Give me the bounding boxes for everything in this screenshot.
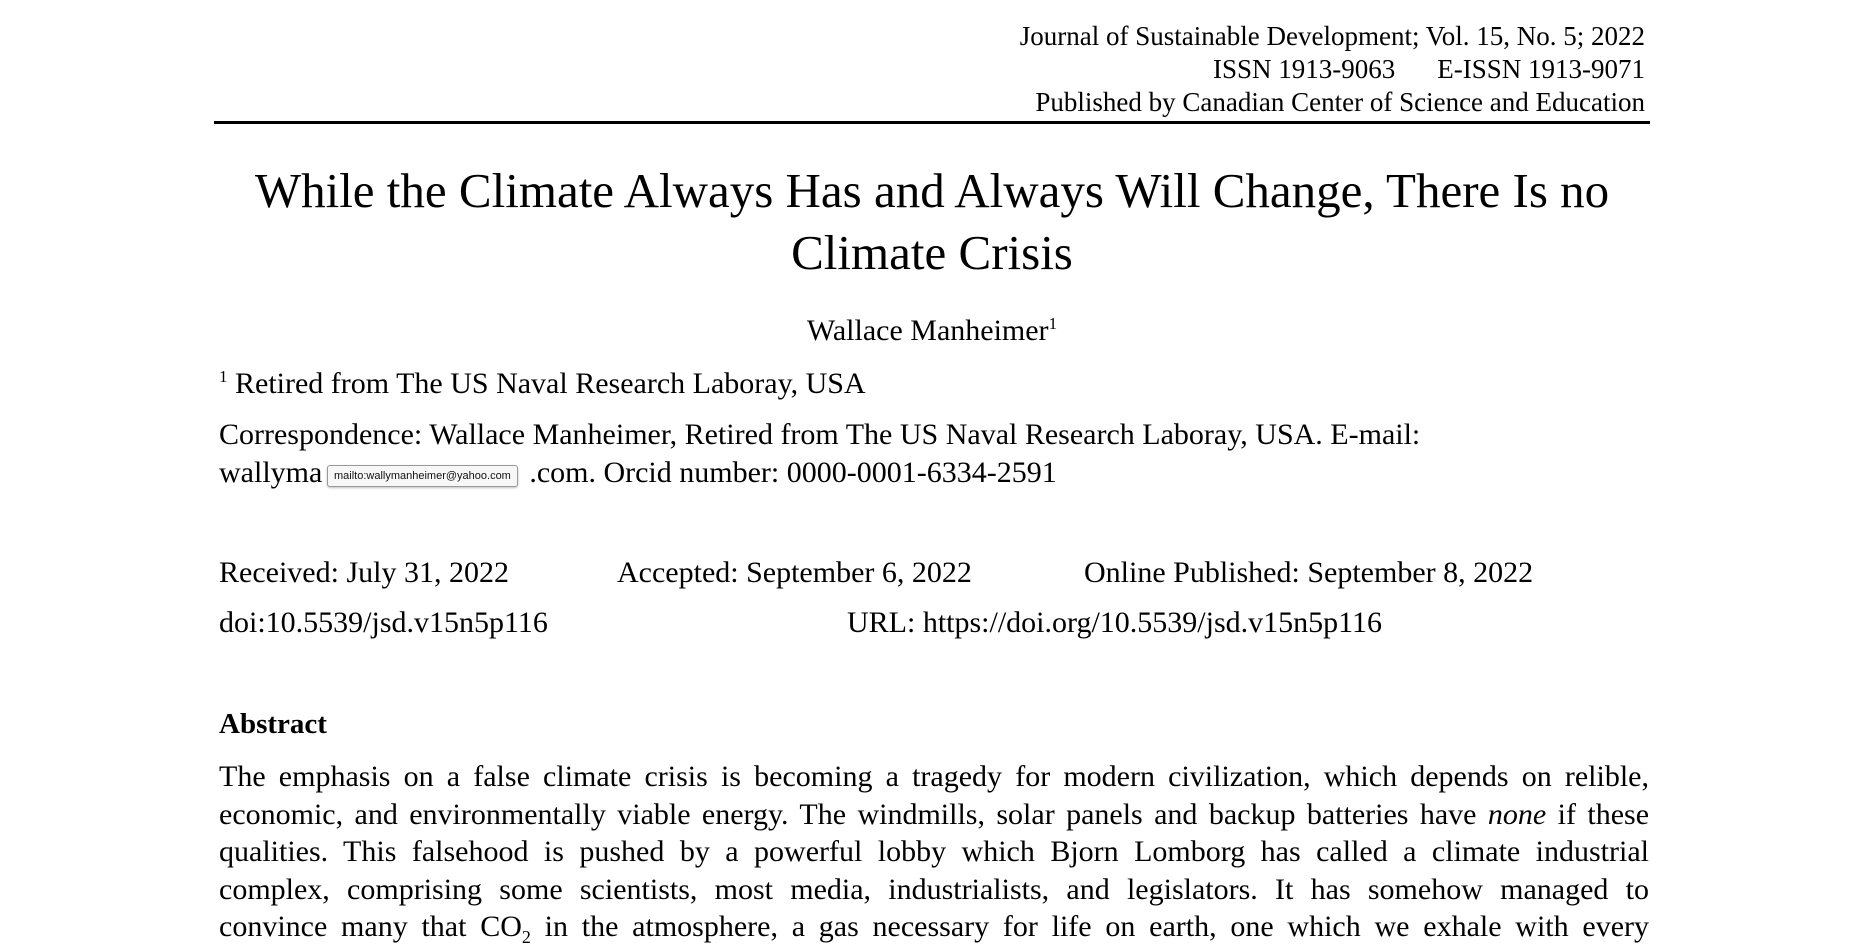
- abstract-heading: Abstract: [219, 708, 327, 740]
- paper-title-line-2: Climate Crisis: [791, 225, 1073, 280]
- journal-issn: ISSN 1913-9063: [1212, 54, 1396, 84]
- correspondence-line-2-rest: .com. Orcid number: 0000-0001-6334-2591: [529, 456, 1057, 489]
- journal-issn-line: [745, 53, 1645, 86]
- abstract-line-3: qualities. This falsehood is pushed by a powerful lobby which Bjorn Lomborg has called a climate industrial: [219, 835, 1649, 868]
- abstract-line-2: economic, and environmentally viable energy. The windmills, solar panels and backup batteries have none if these: [219, 797, 1650, 831]
- journal-publisher: Published by Canadian Center of Science and Education: [1035, 87, 1645, 117]
- published-date: Online Published: September 8, 2022: [1084, 556, 1534, 589]
- abstract-line-4: complex, comprising some scientists, most media, industrialists, and legislators. It has somehow managed to: [219, 872, 1649, 906]
- email-start[interactable]: wallyma: [219, 456, 323, 489]
- abstract-line-5: convince many that $CO_2$ in the atmosphere, a gas necessary for life on earth, one which we exhale with every: [219, 910, 1650, 947]
- journal-header: [745, 20, 1645, 119]
- header-divider: [214, 121, 1650, 124]
- co2-subscript: 2: [521, 927, 531, 947]
- paper-title-line-1: While the Climate Always Has and Always Will Change, There Is no: [254, 163, 1610, 218]
- link-tooltip: mailto:wallymanheimer@yahoo.com: [327, 465, 518, 487]
- abstract-line-1: The emphasis on a false climate crisis is becoming a tragedy for modern civilization, which depends on relible,: [219, 760, 1649, 793]
- received-date: Received: July 31, 2022: [219, 556, 509, 589]
- author-name: Wallace Manheimer: [806, 314, 1049, 347]
- emphasis-none: none: [1487, 797, 1547, 831]
- doi: doi:10.5539/jsd.v15n5p116: [219, 606, 548, 639]
- author-line: [214, 313, 1650, 349]
- affiliation-marker: 1: [219, 367, 228, 386]
- paper-title: [214, 160, 1650, 284]
- accepted-date: Accepted: September 6, 2022: [617, 556, 972, 589]
- journal-citation: Journal of Sustainable Development; Vol. 15, No. 5; 2022: [1019, 21, 1645, 51]
- author-affiliation-marker: 1: [1048, 314, 1058, 333]
- affiliation: [219, 366, 1649, 402]
- doi-url[interactable]: URL: https://doi.org/10.5539/jsd.v15n5p116: [847, 606, 1383, 639]
- affiliation-text: Retired from The US Naval Research Laboray, USA: [235, 367, 866, 400]
- correspondence-line-1: Correspondence: Wallace Manheimer, Retired from The US Naval Research Laboray, USA. E-mail:: [219, 418, 1421, 451]
- journal-eissn: E-ISSN 1913-9071: [1437, 54, 1645, 84]
- abstract-body: [219, 758, 1649, 946]
